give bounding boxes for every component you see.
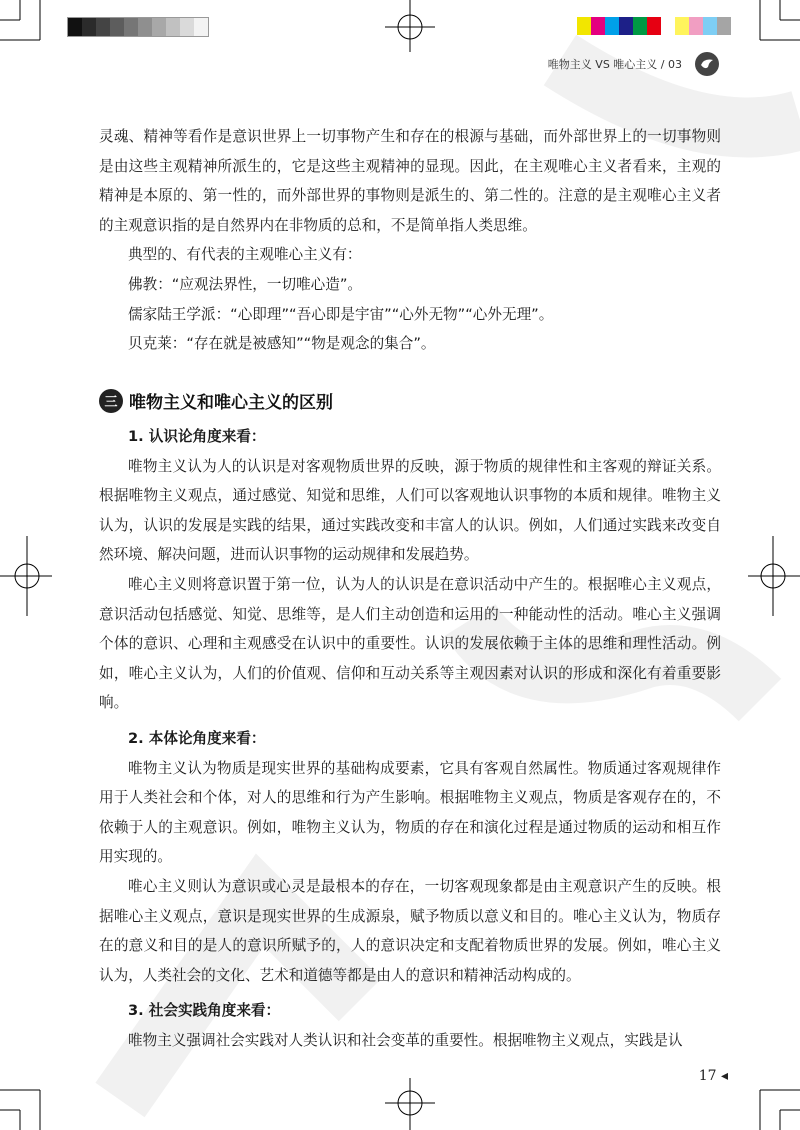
gray-swatch [110, 18, 124, 36]
gray-swatch [194, 18, 208, 36]
gray-swatch [124, 18, 138, 36]
color-swatch [633, 17, 647, 35]
section-body [99, 422, 721, 1055]
color-swatch [577, 17, 591, 35]
intro-text-block [99, 122, 721, 359]
intro-list-item: 贝克莱：“存在就是被感知”“物是观念的集合”。 [128, 335, 436, 353]
color-swatch [675, 17, 689, 35]
color-swatch [619, 17, 633, 35]
publisher-logo-icon [694, 51, 720, 77]
section-heading [99, 388, 333, 413]
section-number-badge: 三 [99, 389, 123, 413]
gray-swatch [152, 18, 166, 36]
gray-swatch [180, 18, 194, 36]
gray-swatch [138, 18, 152, 36]
subsection-heading: 3. 社会实践角度来看： [128, 1002, 281, 1020]
color-calibration-bar [577, 17, 731, 35]
gray-swatch [166, 18, 180, 36]
body-paragraph: 唯心主义则将意识置于第一位，认为人的认识是在意识活动中产生的。根据唯心主义观点，意识活动包括感觉、知觉、思维等，是人们主动创造和运用的一种能动性的活动。唯心主义强调个体的意识、心理和主观感受在认识中的重要性。认识的发展依赖于主体的思维和理性活动。例如，唯心主义认为，人们的价值观、信仰和互动关系等主观因素对认识的形成和深化有着重要影响。 [99, 575, 721, 712]
body-paragraph: 唯物主义认为物质是现实世界的基础构成要素，它具有客观自然属性。物质通过客观规律作用于人类社会和个体，对人的思维和行为产生影响。根据唯物主义观点，物质是客观存在的，不依赖于人的主观意识。例如，唯物主义认为，物质的存在和演化过程是通过物质的运动和相互作用实现的。 [99, 759, 721, 866]
page-number: 17 ◂ [698, 1068, 728, 1084]
color-swatch [703, 17, 717, 35]
gray-swatch [82, 18, 96, 36]
color-swatch [605, 17, 619, 35]
body-paragraph: 唯物主义认为人的认识是对客观物质世界的反映，源于物质的规律性和主客观的辩证关系。根据唯物主义观点，通过感觉、知觉和思维，人们可以客观地认识事物的本质和规律。唯物主义认为，认识的发展是实践的结果，通过实践改变和丰富人的认识。例如，人们通过实践来改变自然环境、解决问题，进而认识事物的运动规律和发展趋势。 [99, 457, 721, 564]
color-swatch [647, 17, 661, 35]
body-paragraph: 唯心主义则认为意识或心灵是最根本的存在，一切客观现象都是由主观意识产生的反映。根据唯心主义观点，意识是现实世界的生成源泉，赋予物质以意义和目的。唯心主义认为，物质存在的意义和目的是人的意识所赋予的，人的意识决定和支配着物质世界的发展。例如，唯心主义认为，人类社会的文化、艺术和道德等都是由人的意识和精神活动构成的。 [99, 877, 721, 984]
intro-paragraph: 灵魂、精神等看作是意识世界上一切事物产生和存在的根源与基础，而外部世界上的一切事物则是由这些主观精神所派生的，它是这些主观精神的显现。因此，在主观唯心主义者看来，主观的精神是本原的、第一性的，而外部世界的事物则是派生的、第二性的。注意的是主观唯心主义者的主观意识指的是自然界内在非物质的总和，不是简单指人类思维。 [99, 128, 721, 234]
grayscale-calibration-bar [67, 17, 209, 37]
intro-list-heading: 典型的、有代表的主观唯心主义有： [128, 246, 362, 264]
subsection-heading: 2. 本体论角度来看： [128, 729, 266, 747]
intro-list-item: 儒家陆王学派：“心即理”“吾心即是宇宙”“心外无物”“心外无理”。 [128, 305, 554, 323]
section-title: 唯物主义和唯心主义的区别 [129, 393, 333, 413]
color-swatch [661, 17, 675, 35]
color-swatch [717, 17, 731, 35]
body-paragraph: 唯物主义强调社会实践对人类认识和社会变革的重要性。根据唯物主义观点，实践是认 [128, 1031, 683, 1049]
intro-list-item: 佛教：“应观法界性，一切唯心造”。 [128, 275, 363, 293]
gray-swatch [68, 18, 82, 36]
running-header-title: 唯物主义 VS 唯心主义 / 03 [547, 58, 682, 71]
gray-swatch [96, 18, 110, 36]
color-swatch [689, 17, 703, 35]
subsection-heading: 1. 认识论角度来看： [128, 428, 266, 445]
color-swatch [591, 17, 605, 35]
